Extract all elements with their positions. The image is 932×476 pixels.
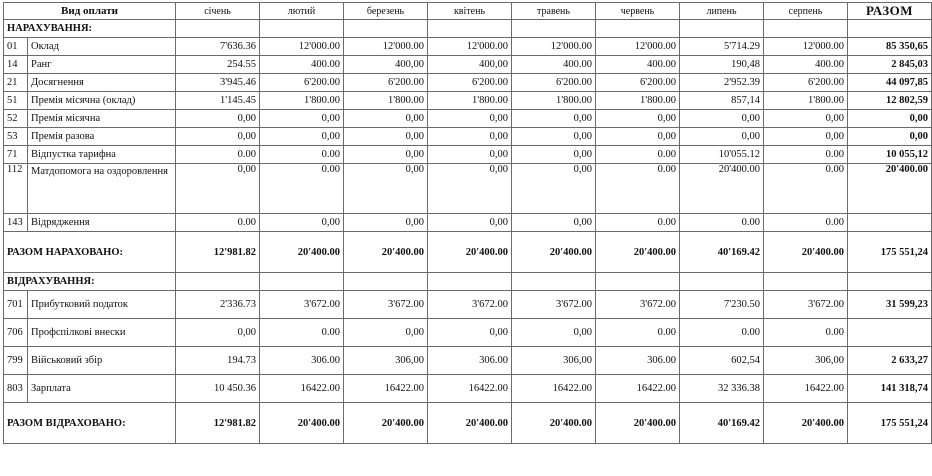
payment-code: 112 [4,164,28,214]
amount-jun: 0,00 [596,128,680,146]
empty-cell [512,273,596,291]
amount-aug: 0.00 [764,214,848,232]
amount-jul: 0,00 [680,110,764,128]
amount-jan: 3'945.46 [176,74,260,92]
payment-name: Ранг [28,56,176,74]
amount-mar: 0,00 [344,214,428,232]
section-header-row [4,273,932,291]
amount-may: 306,00 [512,347,596,375]
amount-feb: 1'800.00 [260,92,344,110]
payment-name: Профспілкові внески [28,319,176,347]
row-total [848,214,932,232]
payment-name: Досягнення [28,74,176,92]
amount-jun: 16422.00 [596,375,680,403]
sum-label: РАЗОМ НАРАХОВАНО: [4,232,176,273]
amount-mar: 400,00 [344,56,428,74]
section-title: НАРАХУВАННЯ: [4,20,176,38]
sum-may: 20'400.00 [512,232,596,273]
month-header-mar: березень [344,3,428,20]
amount-may: 0,00 [512,110,596,128]
amount-aug: 306,00 [764,347,848,375]
amount-jun: 12'000.00 [596,38,680,56]
amount-jan: 0.00 [176,214,260,232]
amount-jan: 0,00 [176,319,260,347]
amount-feb: 0.00 [260,164,344,214]
amount-may: 0,00 [512,319,596,347]
amount-jan: 0.00 [176,146,260,164]
payment-code: 143 [4,214,28,232]
empty-cell [764,20,848,38]
table-row [4,38,932,56]
payment-name: Оклад [28,38,176,56]
row-total: 12 802,59 [848,92,932,110]
month-header-jun: червень [596,3,680,20]
payment-type-header: Вид оплати [4,3,176,20]
month-header-jul: липень [680,3,764,20]
amount-mar: 16422.00 [344,375,428,403]
month-header-feb: лютий [260,3,344,20]
amount-jun: 0.00 [596,319,680,347]
amount-aug: 0.00 [764,146,848,164]
table-row [4,164,932,214]
amount-feb: 3'672.00 [260,291,344,319]
empty-cell [764,273,848,291]
amount-apr: 306.00 [428,347,512,375]
empty-cell [176,20,260,38]
amount-apr: 0,00 [428,164,512,214]
amount-jul: 0.00 [680,214,764,232]
empty-cell [176,273,260,291]
sum-feb: 20'400.00 [260,232,344,273]
amount-jan: 2'336.73 [176,291,260,319]
month-header-apr: квітень [428,3,512,20]
payment-name: Матдопомога на оздоровлення [28,164,176,214]
amount-jun: 1'800.00 [596,92,680,110]
amount-jun: 3'672.00 [596,291,680,319]
amount-aug: 0,00 [764,110,848,128]
amount-feb: 0.00 [260,146,344,164]
amount-may: 400.00 [512,56,596,74]
table-row [4,319,932,347]
payment-code: 51 [4,92,28,110]
payment-code: 803 [4,375,28,403]
payment-name: Відпустка тарифна [28,146,176,164]
amount-may: 0,00 [512,128,596,146]
amount-apr: 12'000.00 [428,38,512,56]
table-row [4,347,932,375]
amount-jun: 0,00 [596,110,680,128]
table-row [4,110,932,128]
empty-cell [344,20,428,38]
payment-code: 52 [4,110,28,128]
sum-aug: 20'400.00 [764,232,848,273]
payment-code: 71 [4,146,28,164]
sum-total: 175 551,24 [848,403,932,444]
amount-aug: 0,00 [764,128,848,146]
payment-code: 14 [4,56,28,74]
empty-cell [680,273,764,291]
amount-jul: 2'952.39 [680,74,764,92]
amount-mar: 1'800.00 [344,92,428,110]
amount-aug: 6'200.00 [764,74,848,92]
amount-apr: 1'800.00 [428,92,512,110]
amount-may: 1'800.00 [512,92,596,110]
amount-jul: 5'714.29 [680,38,764,56]
amount-may: 0,00 [512,214,596,232]
amount-mar: 0,00 [344,146,428,164]
amount-jul: 20'400.00 [680,164,764,214]
row-total: 0,00 [848,110,932,128]
amount-mar: 12'000.00 [344,38,428,56]
amount-apr: 6'200.00 [428,74,512,92]
payment-code: 53 [4,128,28,146]
amount-jul: 7'230.50 [680,291,764,319]
section-header-row [4,20,932,38]
sum-aug: 20'400.00 [764,403,848,444]
payment-name: Премія місячна (оклад) [28,92,176,110]
payment-name: Премія разова [28,128,176,146]
table-row [4,92,932,110]
section-sum-row [4,232,932,273]
payment-code: 01 [4,38,28,56]
sum-jan: 12'981.82 [176,232,260,273]
amount-jun: 0.00 [596,214,680,232]
empty-cell [260,273,344,291]
amount-jul: 857,14 [680,92,764,110]
payment-code: 706 [4,319,28,347]
amount-jan: 254.55 [176,56,260,74]
table-row [4,128,932,146]
sum-jun: 20'400.00 [596,232,680,273]
sum-jan: 12'981.82 [176,403,260,444]
payment-name: Прибутковий податок [28,291,176,319]
row-total [848,319,932,347]
payment-name: Премія місячна [28,110,176,128]
amount-jul: 0.00 [680,319,764,347]
amount-jun: 400.00 [596,56,680,74]
amount-apr: 16422.00 [428,375,512,403]
amount-apr: 0,00 [428,146,512,164]
row-total: 85 350,65 [848,38,932,56]
amount-jan: 0,00 [176,128,260,146]
amount-feb: 0.00 [260,319,344,347]
row-total: 44 097,85 [848,74,932,92]
amount-feb: 16422.00 [260,375,344,403]
row-total: 20'400.00 [848,164,932,214]
payment-name: Військовий збір [28,347,176,375]
amount-aug: 400.00 [764,56,848,74]
amount-apr: 0,00 [428,214,512,232]
payment-name: Зарплата [28,375,176,403]
amount-jun: 6'200.00 [596,74,680,92]
amount-feb: 400.00 [260,56,344,74]
amount-aug: 1'800.00 [764,92,848,110]
empty-cell [428,20,512,38]
sum-label: РАЗОМ ВІДРАХОВАНО: [4,403,176,444]
amount-mar: 6'200.00 [344,74,428,92]
amount-jan: 0,00 [176,164,260,214]
sum-jun: 20'400.00 [596,403,680,444]
sum-jul: 40'169.42 [680,403,764,444]
amount-may: 16422.00 [512,375,596,403]
table-row [4,214,932,232]
amount-aug: 0.00 [764,319,848,347]
amount-aug: 0.00 [764,164,848,214]
amount-mar: 0,00 [344,164,428,214]
amount-apr: 0,00 [428,319,512,347]
amount-feb: 306.00 [260,347,344,375]
amount-aug: 16422.00 [764,375,848,403]
amount-may: 3'672.00 [512,291,596,319]
sum-apr: 20'400.00 [428,232,512,273]
amount-apr: 0,00 [428,110,512,128]
sum-jul: 40'169.42 [680,232,764,273]
payment-code: 21 [4,74,28,92]
amount-mar: 0,00 [344,319,428,347]
amount-feb: 12'000.00 [260,38,344,56]
empty-cell [596,273,680,291]
amount-mar: 0,00 [344,110,428,128]
row-total: 2 633,27 [848,347,932,375]
header-row [4,3,932,20]
empty-cell [680,20,764,38]
amount-may: 0,00 [512,164,596,214]
amount-jul: 10'055.12 [680,146,764,164]
amount-apr: 0,00 [428,128,512,146]
total-header: РАЗОМ [848,3,932,20]
empty-cell [512,20,596,38]
empty-cell [596,20,680,38]
row-total: 2 845,03 [848,56,932,74]
row-total: 141 318,74 [848,375,932,403]
month-header-jan: січень [176,3,260,20]
amount-jan: 10 450.36 [176,375,260,403]
amount-may: 6'200.00 [512,74,596,92]
table-row [4,291,932,319]
amount-jul: 0,00 [680,128,764,146]
amount-aug: 3'672.00 [764,291,848,319]
section-sum-row [4,403,932,444]
empty-cell [428,273,512,291]
payment-code: 799 [4,347,28,375]
amount-mar: 306,00 [344,347,428,375]
empty-cell [260,20,344,38]
sum-may: 20'400.00 [512,403,596,444]
amount-jun: 306.00 [596,347,680,375]
section-title: ВІДРАХУВАННЯ: [4,273,176,291]
amount-aug: 12'000.00 [764,38,848,56]
month-header-aug: серпень [764,3,848,20]
payroll-table [3,2,932,444]
amount-apr: 400,00 [428,56,512,74]
month-header-may: травень [512,3,596,20]
amount-jan: 1'145.45 [176,92,260,110]
table-row [4,375,932,403]
amount-jul: 32 336.38 [680,375,764,403]
amount-mar: 0,00 [344,128,428,146]
row-total: 10 055,12 [848,146,932,164]
row-total: 31 599,23 [848,291,932,319]
sum-apr: 20'400.00 [428,403,512,444]
sum-total: 175 551,24 [848,232,932,273]
empty-cell [848,20,932,38]
amount-jun: 0.00 [596,146,680,164]
amount-jun: 0.00 [596,164,680,214]
table-row [4,146,932,164]
amount-feb: 0,00 [260,214,344,232]
amount-jul: 602,54 [680,347,764,375]
amount-jan: 0,00 [176,110,260,128]
amount-feb: 0,00 [260,110,344,128]
payment-code: 701 [4,291,28,319]
amount-jul: 190,48 [680,56,764,74]
empty-cell [848,273,932,291]
sum-feb: 20'400.00 [260,403,344,444]
amount-feb: 0,00 [260,128,344,146]
amount-mar: 3'672.00 [344,291,428,319]
amount-jan: 7'636.36 [176,38,260,56]
payment-name: Відрядження [28,214,176,232]
amount-jan: 194.73 [176,347,260,375]
amount-may: 0,00 [512,146,596,164]
table-row [4,56,932,74]
sum-mar: 20'400.00 [344,403,428,444]
amount-apr: 3'672.00 [428,291,512,319]
sum-mar: 20'400.00 [344,232,428,273]
table-row [4,74,932,92]
empty-cell [344,273,428,291]
amount-may: 12'000.00 [512,38,596,56]
amount-feb: 6'200.00 [260,74,344,92]
row-total: 0,00 [848,128,932,146]
